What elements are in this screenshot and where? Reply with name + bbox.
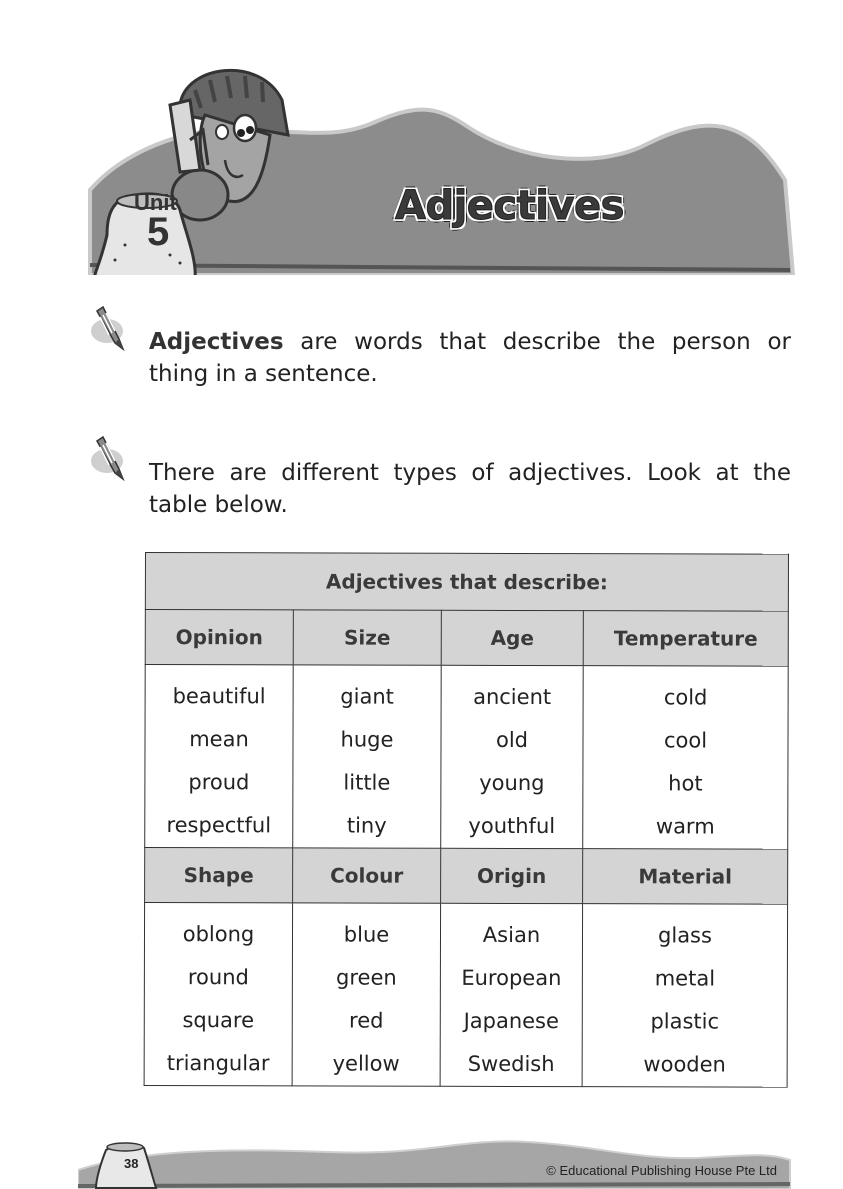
list-item: mean [189,727,249,752]
list-item: young [479,770,545,796]
banner-wave-graphic [85,60,795,275]
word-cell-opinion [145,665,293,848]
column-header-size: Size [293,610,441,665]
page-title: Adjectives [395,183,624,229]
definition-body: are words that describe the person or thing in a sentence. [149,329,791,387]
word-cell-origin [440,903,582,1086]
list-item: tiny [346,813,387,838]
instruction-body: There are different types of adjectives. Look at the table below. [149,460,791,518]
list-item: Japanese [463,1008,559,1034]
word-cell-material [582,904,787,1088]
list-item: oblong [182,922,255,947]
table-row [144,903,787,1088]
list-item: proud [188,770,250,795]
list-item: youthful [468,813,556,839]
page-footer [78,1130,793,1189]
column-header-temperature: Temperature [583,611,788,667]
list-item: yellow [332,1051,400,1076]
list-item: ancient [473,684,552,710]
list-item: red [349,1008,384,1033]
footer-wave-graphic [78,1130,793,1189]
column-header-shape: Shape [145,848,293,903]
list-item: blue [343,922,390,947]
definition-term: Adjectives [149,329,284,355]
column-header-age: Age [441,610,583,665]
word-cell-shape [144,903,292,1086]
column-header-opinion: Opinion [145,610,293,665]
word-cell-colour [292,903,440,1086]
list-item: beautiful [172,684,266,709]
unit-number: 5 [147,210,170,254]
instruction-bullet [85,435,795,525]
column-header-origin: Origin [441,848,583,903]
list-item: triangular [166,1051,270,1076]
table-header-row [145,848,788,905]
page-number: 38 [124,1156,139,1171]
column-header-material: Material [583,849,788,905]
list-item: huge [340,727,394,752]
list-item: metal [654,966,716,991]
list-item: cold [663,685,708,710]
adjective-types-table [144,552,789,1088]
list-item: European [461,965,562,991]
list-item: respectful [166,813,272,838]
list-item: glass [658,923,712,948]
list-item: old [495,727,529,753]
instruction-text [149,457,791,521]
column-header-colour: Colour [293,848,441,903]
table-row [145,665,788,850]
list-item: cool [663,728,708,753]
copyright-notice: © Educational Publishing House Pte Ltd [546,1163,777,1178]
table-caption: Adjectives that describe: [145,553,788,612]
table-header-row [145,610,788,667]
list-item: square [182,1008,255,1033]
pencil-icon [85,305,133,353]
word-cell-size [293,665,441,848]
list-item: Swedish [467,1051,555,1077]
list-item: green [336,965,397,990]
list-item: giant [340,684,394,709]
unit-header-banner [85,60,795,275]
list-item: plastic [650,1009,720,1034]
unit-label: Unit [134,190,177,215]
pencil-icon [85,435,133,483]
list-item: hot [668,771,703,796]
word-cell-age [441,665,583,848]
definition-bullet [85,305,795,395]
list-item: warm [655,814,715,839]
list-item: Asian [482,922,541,948]
list-item: wooden [643,1052,726,1077]
list-item: little [343,770,391,795]
word-cell-temperature [583,666,788,850]
definition-text [149,326,791,390]
list-item: round [187,965,249,990]
